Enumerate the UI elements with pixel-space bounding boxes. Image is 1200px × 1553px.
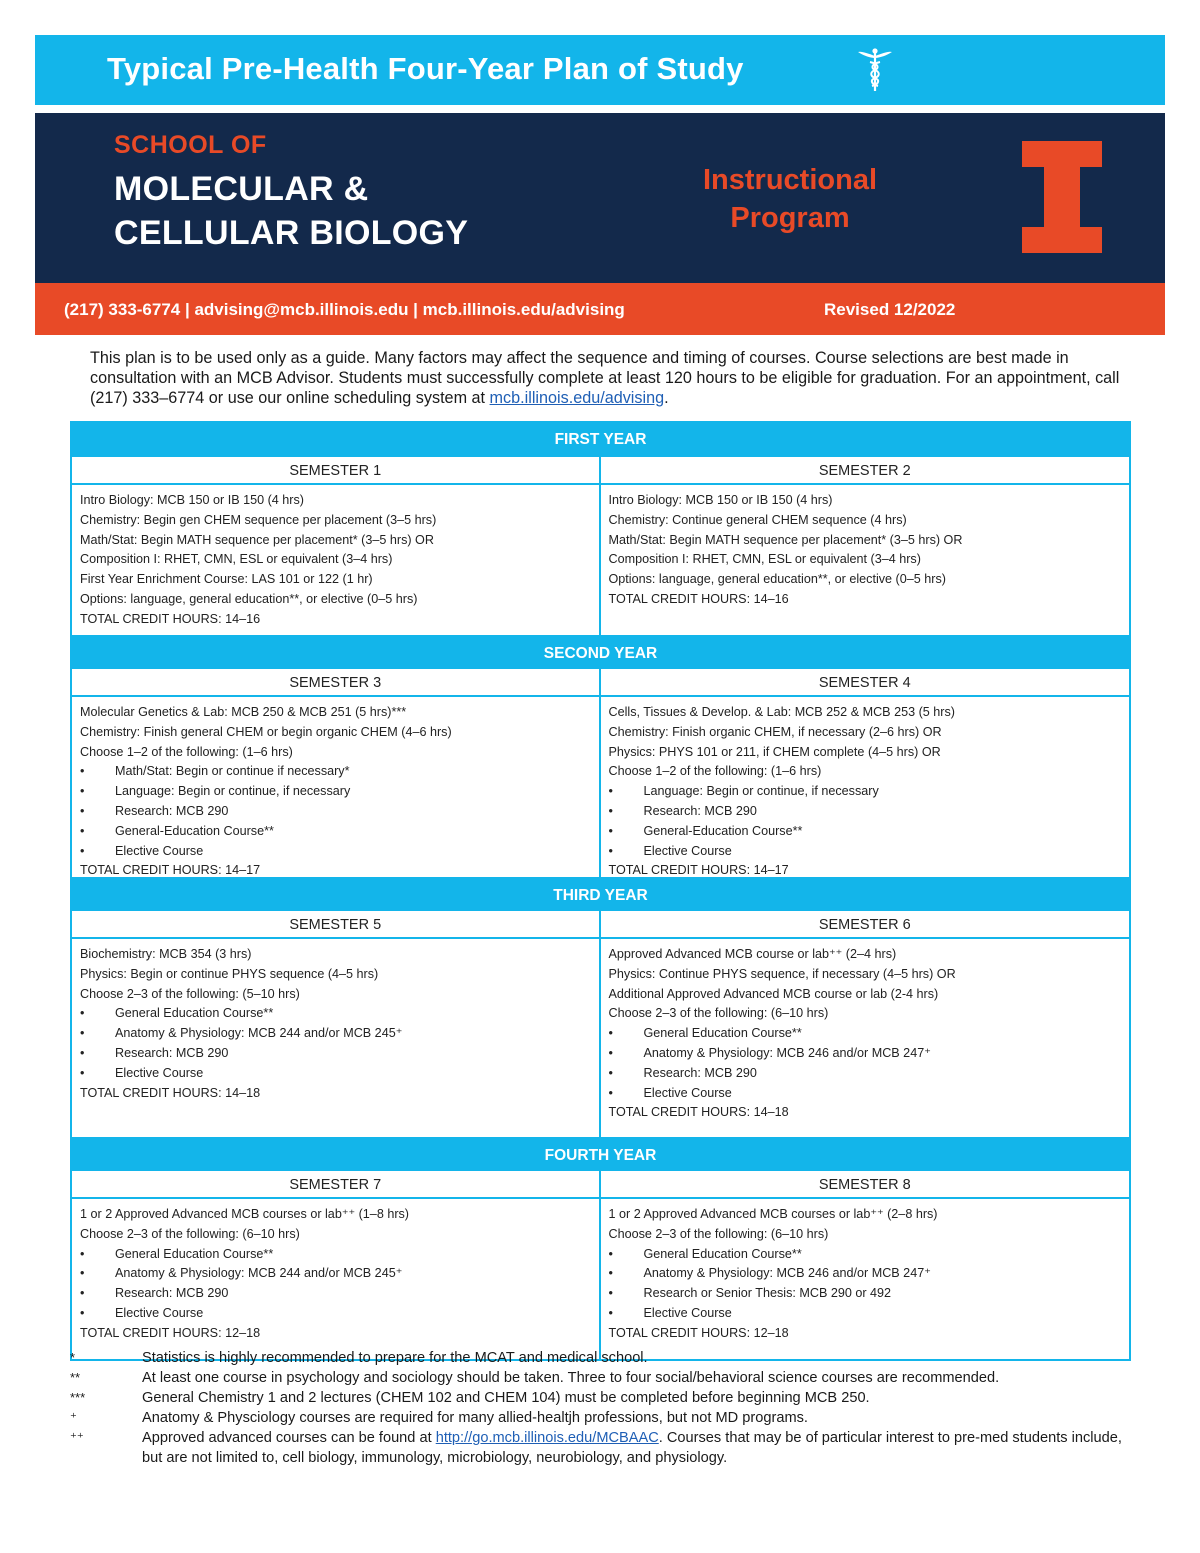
footnote-text: At least one course in psychology and sociology should be taken. Three to four social/behavioral science courses are recommended. xyxy=(142,1370,1000,1386)
course-line: TOTAL CREDIT HOURS: 14–17 xyxy=(80,863,261,878)
semester-courses xyxy=(601,697,1130,877)
course-option-item: • Elective Course xyxy=(609,842,1122,862)
course-line: Cells, Tissues & Develop. & Lab: MCB 252 & MCB 253 (5 hrs) xyxy=(608,705,955,719)
footnote xyxy=(70,1408,1140,1428)
course-option-item: • General Education Course** xyxy=(609,1024,1122,1044)
block-i-logo xyxy=(1022,141,1102,253)
course-line: Choose 2–3 of the following: (6–10 hrs) xyxy=(608,1006,829,1021)
semester-courses xyxy=(601,1199,1130,1359)
year-row xyxy=(72,1171,1129,1359)
year-row xyxy=(72,457,1129,635)
year-header: SECOND YEAR xyxy=(72,635,1129,669)
contact-bar xyxy=(35,283,1165,335)
course-line: 1 or 2 Approved Advanced MCB courses or lab⁺⁺ (2–8 hrs) xyxy=(608,1207,938,1221)
footnote xyxy=(70,1368,1140,1388)
year-header: FOURTH YEAR xyxy=(72,1137,1129,1171)
semester-courses xyxy=(601,939,1130,1137)
course-line: Molecular Genetics & Lab: MCB 250 & MCB 251 (5 hrs)*** xyxy=(80,705,407,719)
year-row xyxy=(72,911,1129,1137)
course-line: Physics: Begin or continue PHYS sequence (4–5 hrs) xyxy=(80,966,379,981)
course-line: TOTAL CREDIT HOURS: 14–18 xyxy=(80,1085,261,1100)
semester-title: SEMESTER 3 xyxy=(72,669,599,697)
course-option-item: • Elective Course xyxy=(609,1084,1122,1104)
course-option-item: • General Education Course** xyxy=(80,1245,591,1265)
footnote-text: Approved advanced courses can be found at http://go.mcb.illinois.edu/MCBAAC. Courses that may be of particular interest to pre-med students include, but are not limited to, cell biology, immunology, microbiology, neurobiology, and physiology. xyxy=(142,1430,1122,1466)
course-line: Choose 2–3 of the following: (6–10 hrs) xyxy=(608,1226,829,1241)
course-option-item: • Research: MCB 290 xyxy=(80,1284,591,1304)
revised-date: Revised 12/2022 xyxy=(824,300,956,319)
course-line: Chemistry: Finish general CHEM or begin organic CHEM (4–6 hrs) xyxy=(80,724,452,739)
footnote-mark: ** xyxy=(70,1370,81,1385)
course-line: Choose 2–3 of the following: (5–10 hrs) xyxy=(80,986,300,1001)
school-name-line1: MOLECULAR & xyxy=(114,170,369,208)
semester-title: SEMESTER 1 xyxy=(72,457,599,485)
footnote-mark: ⁺ xyxy=(70,1410,77,1425)
plan-table xyxy=(70,421,1131,1361)
semester-column xyxy=(601,669,1130,877)
semester-column xyxy=(72,669,601,877)
course-line: TOTAL CREDIT HOURS: 12–18 xyxy=(608,1325,789,1340)
course-line: Physics: PHYS 101 or 211, if CHEM complete (4–5 hrs) OR xyxy=(608,744,941,759)
program-line1: Instructional xyxy=(702,164,877,196)
course-line: Math/Stat: Begin MATH sequence per placement* (3–5 hrs) OR xyxy=(80,532,434,547)
course-option-item: • General Education Course** xyxy=(609,1245,1122,1265)
course-line: Intro Biology: MCB 150 or IB 150 (4 hrs) xyxy=(608,493,833,507)
semester-column xyxy=(601,457,1130,635)
course-option-item: • Research or Senior Thesis: MCB 290 or 492 xyxy=(609,1284,1122,1304)
course-line: Chemistry: Continue general CHEM sequence (4 hrs) xyxy=(608,512,907,527)
semester-courses xyxy=(601,485,1130,635)
course-line: TOTAL CREDIT HOURS: 14–17 xyxy=(608,863,789,878)
course-option-item: • Anatomy & Physiology: MCB 244 and/or MCB 245⁺ xyxy=(80,1024,591,1044)
course-line: TOTAL CREDIT HOURS: 14–16 xyxy=(608,591,789,606)
intro-paragraph xyxy=(90,348,1120,408)
footnote-mark: * xyxy=(70,1350,76,1365)
course-option-item: • Anatomy & Physiology: MCB 244 and/or MCB 245⁺ xyxy=(80,1264,591,1284)
course-line: Additional Approved Advanced MCB course or lab (2-4 hrs) xyxy=(608,986,939,1001)
program-line2: Program xyxy=(730,202,850,234)
school-header xyxy=(35,113,1165,283)
course-option-item: • Anatomy & Physiology: MCB 246 and/or MCB 247⁺ xyxy=(609,1044,1122,1064)
course-line: Chemistry: Finish organic CHEM, if necessary (2–6 hrs) OR xyxy=(608,724,942,739)
course-line: Composition I: RHET, CMN, ESL or equivalent (3–4 hrs) xyxy=(608,552,921,567)
course-option-item: • Language: Begin or continue, if necessary xyxy=(80,782,591,802)
course-option-item: • Language: Begin or continue, if necessary xyxy=(609,782,1122,802)
footnotes xyxy=(70,1348,1140,1468)
course-option-item: • Research: MCB 290 xyxy=(80,802,591,822)
semester-title: SEMESTER 4 xyxy=(601,669,1130,697)
footnote-mark: *** xyxy=(70,1390,86,1405)
course-line: Physics: Continue PHYS sequence, if necessary (4–5 hrs) OR xyxy=(608,966,956,981)
course-line: Approved Advanced MCB course or lab⁺⁺ (2–4 hrs) xyxy=(608,947,897,961)
year-row xyxy=(72,669,1129,877)
footnote-text: Anatomy & Physciology courses are required for many allied-healtjh professions, but not MD programs. xyxy=(142,1410,808,1426)
course-line: Choose 2–3 of the following: (6–10 hrs) xyxy=(80,1226,300,1241)
course-option-item: • Math/Stat: Begin or continue if necessary* xyxy=(80,762,591,782)
course-line: First Year Enrichment Course: LAS 101 or 122 (1 hr) xyxy=(80,572,373,587)
course-option-item: • Elective Course xyxy=(609,1304,1122,1324)
contact-info: (217) 333-6774 | advising@mcb.illinois.edu | mcb.illinois.edu/advising xyxy=(64,300,625,319)
course-option-item: • General-Education Course** xyxy=(80,822,591,842)
semester-courses xyxy=(72,939,599,1137)
course-option-item: • Research: MCB 290 xyxy=(80,1044,591,1064)
course-option-item: • Research: MCB 290 xyxy=(609,1064,1122,1084)
course-option-item: • Research: MCB 290 xyxy=(609,802,1122,822)
course-line: Math/Stat: Begin MATH sequence per placement* (3–5 hrs) OR xyxy=(608,532,963,547)
top-title-bar xyxy=(35,35,1165,105)
course-line: 1 or 2 Approved Advanced MCB courses or lab⁺⁺ (1–8 hrs) xyxy=(80,1207,410,1221)
footnote xyxy=(70,1428,1140,1468)
year-header: FIRST YEAR xyxy=(72,423,1129,457)
course-line: Choose 1–2 of the following: (1–6 hrs) xyxy=(608,764,822,779)
year-header: THIRD YEAR xyxy=(72,877,1129,911)
semester-column xyxy=(601,1171,1130,1359)
semester-courses xyxy=(72,697,599,877)
semester-column xyxy=(72,911,601,1137)
footnote-text: General Chemistry 1 and 2 lectures (CHEM 102 and CHEM 104) must be completed before beginning MCB 250. xyxy=(142,1390,870,1406)
course-line: TOTAL CREDIT HOURS: 14–18 xyxy=(608,1105,789,1120)
footnote-mark: ⁺⁺ xyxy=(70,1430,84,1445)
course-line: Chemistry: Begin gen CHEM sequence per placement (3–5 hrs) xyxy=(80,512,437,527)
intro-end: . xyxy=(664,389,669,407)
course-option-item: • Elective Course xyxy=(80,1064,591,1084)
semester-title: SEMESTER 6 xyxy=(601,911,1130,939)
course-option-item: • Anatomy & Physiology: MCB 246 and/or MCB 247⁺ xyxy=(609,1264,1122,1284)
course-line: Options: language, general education**, or elective (0–5 hrs) xyxy=(608,572,946,587)
course-line: Choose 1–2 of the following: (1–6 hrs) xyxy=(80,744,293,759)
semester-courses xyxy=(72,1199,599,1359)
course-option-item: • General Education Course** xyxy=(80,1004,591,1024)
semester-title: SEMESTER 5 xyxy=(72,911,599,939)
caduceus-icon xyxy=(857,47,893,93)
footnote xyxy=(70,1348,1140,1368)
mcbaac-link[interactable]: http://go.mcb.illinois.edu/MCBAAC xyxy=(435,1430,659,1446)
course-option-item: • Elective Course xyxy=(80,1304,591,1324)
page-title: Typical Pre-Health Four-Year Plan of Study xyxy=(107,51,744,86)
advising-link[interactable]: mcb.illinois.edu/advising xyxy=(489,389,665,407)
course-line: TOTAL CREDIT HOURS: 14–16 xyxy=(80,611,261,626)
course-line: Intro Biology: MCB 150 or IB 150 (4 hrs) xyxy=(80,493,304,507)
footnote-text: Statistics is highly recommended to prepare for the MCAT and medical school. xyxy=(142,1350,648,1366)
footnote xyxy=(70,1388,1140,1408)
program-label xyxy=(655,161,925,237)
course-line: Biochemistry: MCB 354 (3 hrs) xyxy=(80,947,252,961)
semester-courses xyxy=(72,485,599,635)
school-name-line2: CELLULAR BIOLOGY xyxy=(114,214,469,252)
intro-text: This plan is to be used only as a guide. Many factors may affect the sequence and timing of courses. Course selections are best made in consultation with an MCB Advisor. Students must successfully complete at least 120 hours to be eligible for graduation. For an appointment, call (217) 333–6774 or use our online scheduling system at xyxy=(90,349,1120,407)
school-name xyxy=(114,167,468,255)
semester-title: SEMESTER 2 xyxy=(601,457,1130,485)
school-of-label: SCHOOL OF xyxy=(114,131,267,159)
semester-column xyxy=(72,1171,601,1359)
semester-title: SEMESTER 8 xyxy=(601,1171,1130,1199)
course-line: Options: language, general education**, or elective (0–5 hrs) xyxy=(80,591,418,606)
course-line: Composition I: RHET, CMN, ESL or equivalent (3–4 hrs) xyxy=(80,552,393,567)
semester-title: SEMESTER 7 xyxy=(72,1171,599,1199)
course-option-item: • Elective Course xyxy=(80,842,591,862)
course-option-item: • General-Education Course** xyxy=(609,822,1122,842)
course-line: TOTAL CREDIT HOURS: 12–18 xyxy=(80,1325,261,1340)
semester-column xyxy=(72,457,601,635)
semester-column xyxy=(601,911,1130,1137)
